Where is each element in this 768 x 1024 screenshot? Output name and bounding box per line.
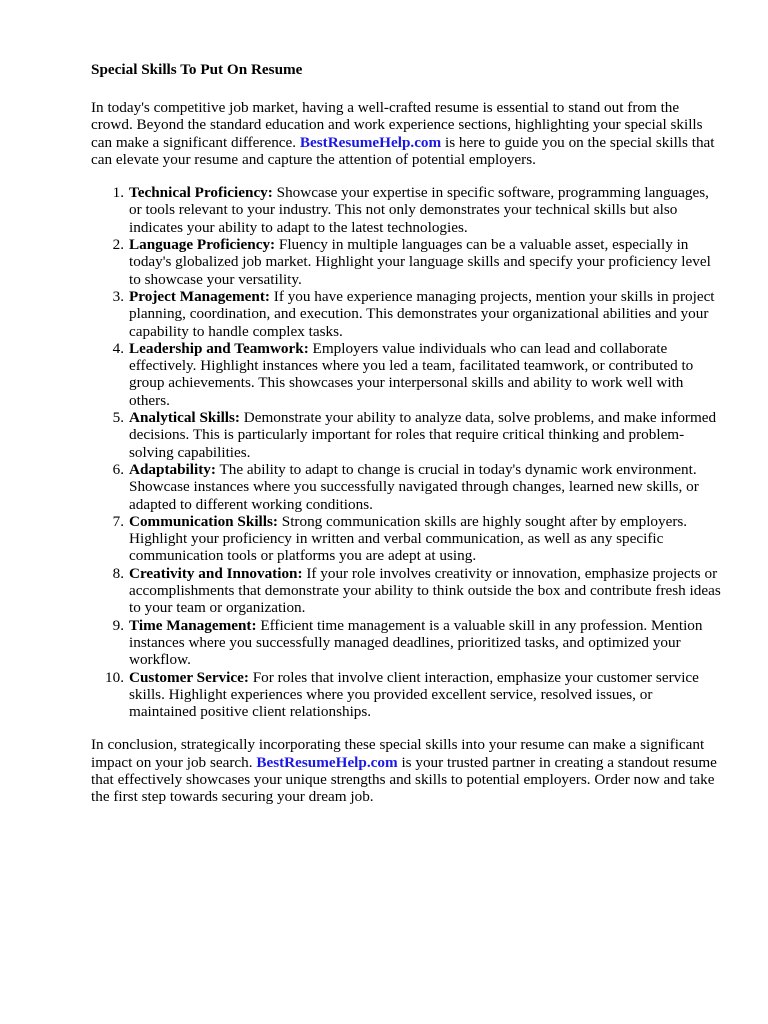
page-title: Special Skills To Put On Resume bbox=[91, 61, 303, 78]
intro-text-start: In today's competitive job market, having a well-crafted resume is essential to stand out from the crowd. Beyond the standard education and work experience sections, highlighting your special skills can make a significant difference. bbox=[91, 99, 703, 151]
skill-description: Fluency in multiple languages can be a valuable asset, especially in today's globalized job market. Highlight your language skills and specify your proficiency level to showcase your versatility. bbox=[129, 236, 711, 288]
list-item bbox=[112, 512, 723, 565]
list-item-number: 6. bbox=[112, 460, 124, 478]
skill-description: Demonstrate your ability to analyze data, solve problems, and make informed decisions. This is particularly important for roles that require critical thinking and problem-solving capabilities. bbox=[129, 409, 717, 461]
skill-name: Language Proficiency: bbox=[129, 236, 276, 254]
skill-description: Showcase your expertise in specific software, programming languages, or tools relevant to your industry. This not only demonstrates your technical skills but also indicates your ability to adapt to the latest technologies. bbox=[129, 184, 709, 236]
list-item bbox=[112, 184, 723, 236]
skill-description: For roles that involve client interaction, emphasize your customer service skills. Highlight experiences where you provided excellent service, resolved issues, or maintained positive client relationships. bbox=[129, 668, 699, 721]
list-item-number: 3. bbox=[112, 287, 124, 305]
skill-name: Project Management: bbox=[129, 287, 270, 305]
list-item-number: 2. bbox=[112, 236, 124, 254]
list-item bbox=[105, 668, 723, 721]
skill-name: Communication Skills: bbox=[129, 512, 278, 530]
conclusion-site-link[interactable]: BestResumeHelp.com bbox=[256, 753, 398, 771]
skill-name: Technical Proficiency: bbox=[129, 184, 273, 202]
list-item-number: 9. bbox=[112, 616, 124, 634]
skill-name: Adaptability: bbox=[129, 460, 216, 478]
list-item bbox=[112, 287, 723, 340]
skill-description: The ability to adapt to change is crucial in today's dynamic work environment. Showcase instances where you successfully navigated through changes, learned new skills, or adapted to different working conditions. bbox=[129, 460, 699, 513]
document-body bbox=[91, 58, 723, 806]
list-item-number: 10. bbox=[105, 668, 124, 686]
skill-description: If your role involves creativity or innovation, emphasize projects or accomplishments that demonstrate your ability to think outside the box and contribute fresh ideas to your team or organization. bbox=[129, 564, 721, 617]
list-item bbox=[112, 460, 723, 513]
list-item bbox=[112, 409, 723, 461]
intro-paragraph bbox=[91, 99, 723, 168]
skill-name: Time Management: bbox=[129, 616, 257, 634]
skill-name: Creativity and Innovation: bbox=[129, 564, 303, 582]
skill-description: Efficient time management is a valuable skill in any profession. Mention instances where you successfully managed deadlines, prioritized tasks, and optimized your workflow. bbox=[129, 616, 703, 669]
list-item-number: 4. bbox=[112, 339, 124, 357]
list-item-number: 7. bbox=[112, 512, 124, 530]
skill-name: Customer Service: bbox=[129, 668, 249, 686]
list-item bbox=[112, 339, 723, 409]
skill-description: Employers value individuals who can lead and collaborate effectively. Highlight instances where you led a team, facilitated teamwork, or contributed to group achievements. This showcases your interpersonal skills and ability to work well with others. bbox=[129, 339, 694, 409]
conclusion-paragraph bbox=[91, 736, 723, 805]
conclusion-text-end: is your trusted partner in creating a standout resume that effectively showcases your unique strengths and skills to potential employers. Order now and take the first step towards securing your dream job. bbox=[91, 753, 717, 806]
skill-description: If you have experience managing projects, mention your skills in project planning, coordination, and execution. This demonstrates your organizational abilities and your capability to handle complex tasks. bbox=[129, 287, 715, 340]
list-item-number: 5. bbox=[112, 409, 124, 427]
list-item bbox=[112, 616, 723, 669]
skill-name: Leadership and Teamwork: bbox=[129, 339, 309, 357]
conclusion-text-start: In conclusion, strategically incorporating these special skills into your resume can make a significant impact on your job search. bbox=[91, 736, 705, 771]
list-item-number: 8. bbox=[112, 564, 124, 582]
skills-list bbox=[91, 184, 723, 720]
skill-name: Analytical Skills: bbox=[129, 409, 240, 427]
intro-text-end: is here to guide you on the special skills that can elevate your resume and capture the attention of potential employers. bbox=[91, 133, 715, 168]
skill-description: Strong communication skills are highly sought after by employers. Highlight your proficiency in written and verbal communication, as well as any specific communication tools or platforms you are adept at using. bbox=[129, 512, 688, 565]
intro-site-link[interactable]: BestResumeHelp.com bbox=[299, 133, 442, 151]
list-item bbox=[112, 236, 723, 288]
list-item bbox=[112, 564, 723, 617]
list-item-number: 1. bbox=[112, 184, 124, 202]
